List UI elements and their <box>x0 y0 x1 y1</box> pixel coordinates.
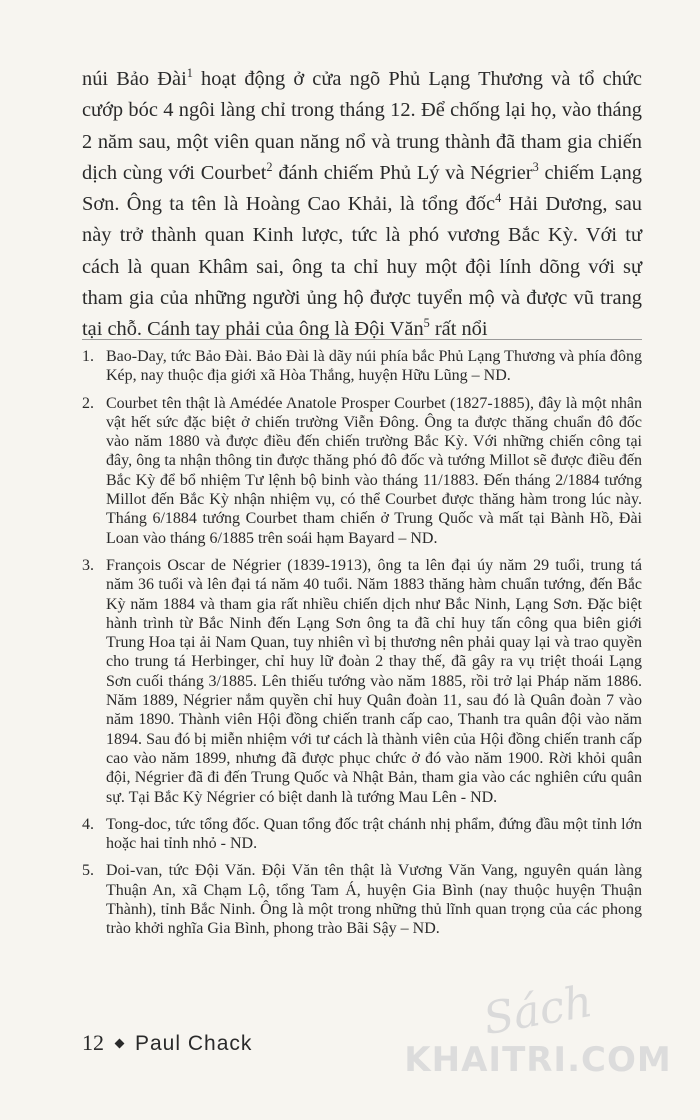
page-footer <box>82 1028 252 1058</box>
page-number: 12 <box>82 1030 104 1055</box>
footnote-ref: 5 <box>423 316 430 331</box>
body-text-segment: chiếm Lạng Sơn. Ông ta tên là Hoàng Cao Khải, là tổng đốc <box>82 161 642 216</box>
watermark-script: Sách <box>479 975 597 1046</box>
footnote-text: Courbet tên thật là Amédée Anatole Prosper Courbet (1827-1885), đây là một nhân vật hết sức đặc biệt ở chiến trường Viễn Đông. Ông ta được thăng chuẩn đô đốc vào năm 1880 và được điều đến chiến trường Bắc Kỳ. Với những chiến công tại đây, ông ta nhận thông tin được thăng phó đô đốc và tướng Millot sẽ được điều đến Bắc Kỳ để bổ nhiệm Tư lệnh bộ binh vào tháng 11/1883. Đến tháng 2/1884 tướng Millot đến Bắc Kỳ nhận nhiệm vụ, có thể Courbet được thăng hàm trong lúc này. Tháng 6/1884 tướng Courbet tham chiến ở Trung Quốc và mất tại Bành Hồ, Đài Loan vào tháng 6/1885 trên soái hạm Bayard – ND. <box>106 394 642 547</box>
footnote-text: Bao-Day, tức Bảo Đài. Bảo Đài là dãy núi phía bắc Phủ Lạng Thương và phía đông Kép, nay thuộc địa giới xã Hòa Thắng, huyện Hữu Lũng – ND. <box>106 348 642 385</box>
footnotes <box>82 347 642 947</box>
body-text <box>82 64 642 346</box>
footnote-number: 3. <box>82 556 94 574</box>
body-paragraph <box>82 64 642 346</box>
footnote-3 <box>82 556 642 807</box>
footnote-text: Doi-van, tức Đội Văn. Đội Văn tên thật là Vương Văn Vang, nguyên quán làng Thuận An, xã Chạm Lộ, tổng Tam Á, huyện Gia Bình (nay thuộc huyện Thuận Thành), tỉnh Bắc Ninh. Ông là một trong những thủ lĩnh quan trọng của các phong trào khởi nghĩa Gia Bình, phong trào Bãi Sậy – ND. <box>106 862 642 938</box>
footnote-number: 2. <box>82 394 94 412</box>
watermark <box>388 975 688 1096</box>
footnote-ref: 4 <box>495 191 502 206</box>
body-text-segment: rất nổi <box>429 318 488 341</box>
footnote-2 <box>82 394 642 548</box>
footnote-1 <box>82 347 642 386</box>
watermark-brand: KHAITRI.COM <box>404 1040 672 1080</box>
footnote-text: Tong-doc, tức tổng đốc. Quan tổng đốc trật chánh nhị phẩm, đứng đầu một tỉnh lớn hoặc hai tỉnh nhỏ - ND. <box>106 815 642 853</box>
author-name: Paul Chack <box>135 1032 253 1055</box>
body-text-segment: đánh chiếm Phủ Lý và Négrier <box>272 161 533 184</box>
footnote-divider <box>82 339 642 340</box>
footnote-5 <box>82 861 642 938</box>
diamond-bullet-icon <box>115 1039 125 1049</box>
footnote-ref: 1 <box>186 66 193 81</box>
footnote-text: François Oscar de Négrier (1839-1913), ông ta lên đại úy năm 29 tuổi, trung tá năm 36 tuổi và lên đại tá năm 40 tuổi. Năm 1883 thăng hàm chuẩn tướng, đến Bắc Kỳ năm 1884 và tham gia rất nhiều chiến dịch như Bắc Ninh, Lạng Sơn. Đặc biệt hành trình từ Bắc Ninh đến Lạng Sơn ông ta đã chỉ huy tấn công qua biên giới Trung Hoa tại ải Nam Quan, tuy nhiên vì bị thương nên phải quay lại và trao quyền cho trung tá Herbinger, chỉ huy lữ đoàn 2 thay thế, đã gây ra vụ triệt thoái Lạng Sơn cuối tháng 3/1885. Lên thiếu tướng vào năm 1885, rồi trở lại Pháp năm 1886. Năm 1889, Négrier nắm quyền chỉ huy Quân đoàn 11, sau đó là Quân đoàn 7 vào năm 1890. Thành viên Hội đồng chiến tranh cấp cao, Thanh tra quân đội vào năm 1894. Sau đó bị miễn nhiệm với tư cách là thành viên của Hội đồng chiến tranh cấp cao vào năm 1899, nhưng đã được phục chức ở đó vào năm 1900. Rời khỏi quân đội, Négrier đã đi đến Trung Quốc và Nhật Bản, tham gia vào các nghiên cứu quân sự. Tại Bắc Kỳ Négrier có biệt danh là tướng Mau Lên - ND. <box>106 556 642 806</box>
body-text-segment: hoạt động ở cửa ngõ Phủ Lạng Thương và tổ chức cướp bóc 4 ngôi làng chỉ trong tháng 12. Để chống lại họ, vào tháng 2 năm sau, một viên quan năng nổ và trung thành đã tham gia chiến dịch cùng với Courbet <box>82 68 642 184</box>
body-text-segment: Hải Dương, sau này trở thành quan Kinh lược, tức là phó vương Bắc Kỳ. Với tư cách là quan Khâm sai, ông ta chỉ huy một đội lính dõng với sự tham gia của những người ủng hộ được tuyển mộ và được vũ trang tại chỗ. Cánh tay phải của ông là Đội Văn <box>82 193 643 341</box>
footnote-4 <box>82 815 642 854</box>
body-text-segment: núi Bảo Đài <box>82 68 187 90</box>
footnote-number: 4. <box>82 815 94 833</box>
footnote-number: 1. <box>82 348 94 365</box>
footnote-ref: 3 <box>532 160 539 175</box>
footnote-number: 5. <box>82 862 94 880</box>
footnote-ref: 2 <box>266 160 273 175</box>
